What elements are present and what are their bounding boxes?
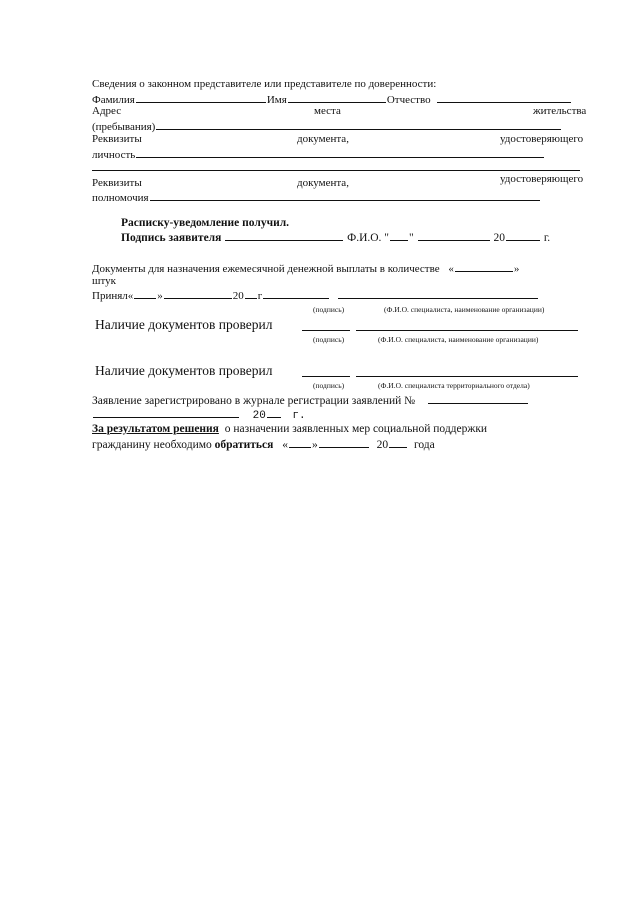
check1-sign-field[interactable] bbox=[302, 330, 350, 331]
receipt-signature-row: Подпись заявителя Ф.И.О. " " 20 г. bbox=[121, 232, 551, 244]
authority-row bbox=[92, 190, 592, 204]
accepted-day-field[interactable] bbox=[134, 288, 156, 299]
details2-label: Реквизиты bbox=[92, 177, 142, 189]
name-label: Имя bbox=[266, 94, 287, 106]
sign-caption-2: (подпись) bbox=[313, 335, 345, 344]
docs-row: Документы для назначения ежемесячной денежной выплаты в количестве « » bbox=[92, 263, 520, 275]
address-field[interactable] bbox=[156, 119, 561, 130]
accepted-label: Принял« bbox=[92, 290, 134, 302]
registration-year-field[interactable] bbox=[267, 407, 281, 418]
identity-extra-line[interactable] bbox=[92, 170, 580, 171]
registration-text: Заявление зарегистрировано в журнале регистрации заявлений № bbox=[92, 395, 416, 407]
certifying-label: удостоверяющего bbox=[500, 133, 584, 145]
residence-label: жительства bbox=[533, 105, 587, 117]
registration-number-field[interactable] bbox=[428, 393, 528, 404]
authority-field[interactable] bbox=[150, 190, 540, 201]
name-field[interactable] bbox=[288, 92, 386, 103]
result-row-2: гражданину необходимо обратиться « » 20 года bbox=[92, 439, 435, 451]
pieces-label: штук bbox=[92, 275, 116, 287]
check2-sign-field[interactable] bbox=[302, 376, 350, 377]
docs-text: Документы для назначения ежемесячной денежной выплаты в количестве bbox=[92, 263, 440, 275]
stay-row bbox=[92, 119, 592, 133]
accepted-sign-field[interactable] bbox=[263, 288, 329, 299]
identity-label: личность bbox=[92, 149, 136, 161]
certifying2-label: удостоверяющего bbox=[500, 173, 584, 185]
registration-row bbox=[92, 393, 529, 408]
result-row-1 bbox=[92, 422, 487, 436]
accepted-fio-field[interactable] bbox=[338, 288, 538, 299]
document2-label: документа, bbox=[297, 177, 349, 189]
month-field[interactable] bbox=[418, 230, 490, 241]
stay-label: (пребывания) bbox=[92, 121, 156, 133]
place-label: места bbox=[314, 105, 341, 117]
patronymic-field[interactable] bbox=[437, 92, 571, 103]
check2-fio-field[interactable] bbox=[356, 376, 578, 377]
signature-field[interactable] bbox=[225, 230, 343, 241]
check2-label: Наличие документов проверил bbox=[95, 363, 273, 378]
accepted-row: Принял« » 20 г bbox=[92, 288, 592, 302]
signature-label: Подпись заявителя bbox=[121, 232, 222, 244]
day-field[interactable] bbox=[390, 230, 408, 241]
authority-label: полномочия bbox=[92, 192, 149, 204]
rep-title: Сведения о законном представителе или представителе по доверенности: bbox=[92, 78, 437, 90]
patronymic-label: Отчество bbox=[386, 94, 431, 106]
accepted-month-field[interactable] bbox=[164, 288, 232, 299]
fio-label: Ф.И.О. " bbox=[347, 232, 389, 244]
details-label: Реквизиты bbox=[92, 133, 142, 145]
result-day-field[interactable] bbox=[289, 437, 311, 448]
document-label: документа, bbox=[297, 133, 349, 145]
result-bold-1: За результатом решения bbox=[92, 423, 219, 435]
registration-date-field[interactable] bbox=[93, 407, 239, 418]
sign-caption-1: (подпись) bbox=[313, 305, 345, 314]
sign-caption-3: (подпись) bbox=[313, 381, 345, 390]
result-text-1: о назначении заявленных мер социальной поддержки bbox=[224, 423, 488, 435]
surname-field[interactable] bbox=[136, 92, 266, 103]
fio-caption-1: (Ф.И.О. специалиста, наименование организации) bbox=[384, 305, 545, 314]
accepted-year-field[interactable] bbox=[245, 288, 257, 299]
docs-count-field[interactable] bbox=[455, 261, 513, 272]
year-field[interactable] bbox=[506, 230, 540, 241]
year-label: 20 bbox=[493, 232, 505, 244]
identity-field[interactable] bbox=[136, 147, 544, 158]
fio-caption-3: (Ф.И.О. специалиста территориального отдела) bbox=[378, 381, 530, 390]
registration-date-row: 20 г. bbox=[92, 407, 306, 423]
check1-label: Наличие документов проверил bbox=[95, 317, 273, 332]
identity-row bbox=[92, 147, 592, 161]
result-year-field[interactable] bbox=[389, 437, 407, 448]
check1-fio-field[interactable] bbox=[356, 330, 578, 331]
g-label: г. bbox=[543, 232, 551, 244]
result-month-field[interactable] bbox=[319, 437, 369, 448]
fio-caption-2: (Ф.И.О. специалиста, наименование организации) bbox=[378, 335, 539, 344]
rep-name-row bbox=[92, 92, 592, 106]
address-label: Адрес bbox=[92, 105, 122, 117]
receipt-received: Расписку-уведомление получил. bbox=[121, 217, 290, 229]
surname-label: Фамилия bbox=[92, 94, 135, 106]
